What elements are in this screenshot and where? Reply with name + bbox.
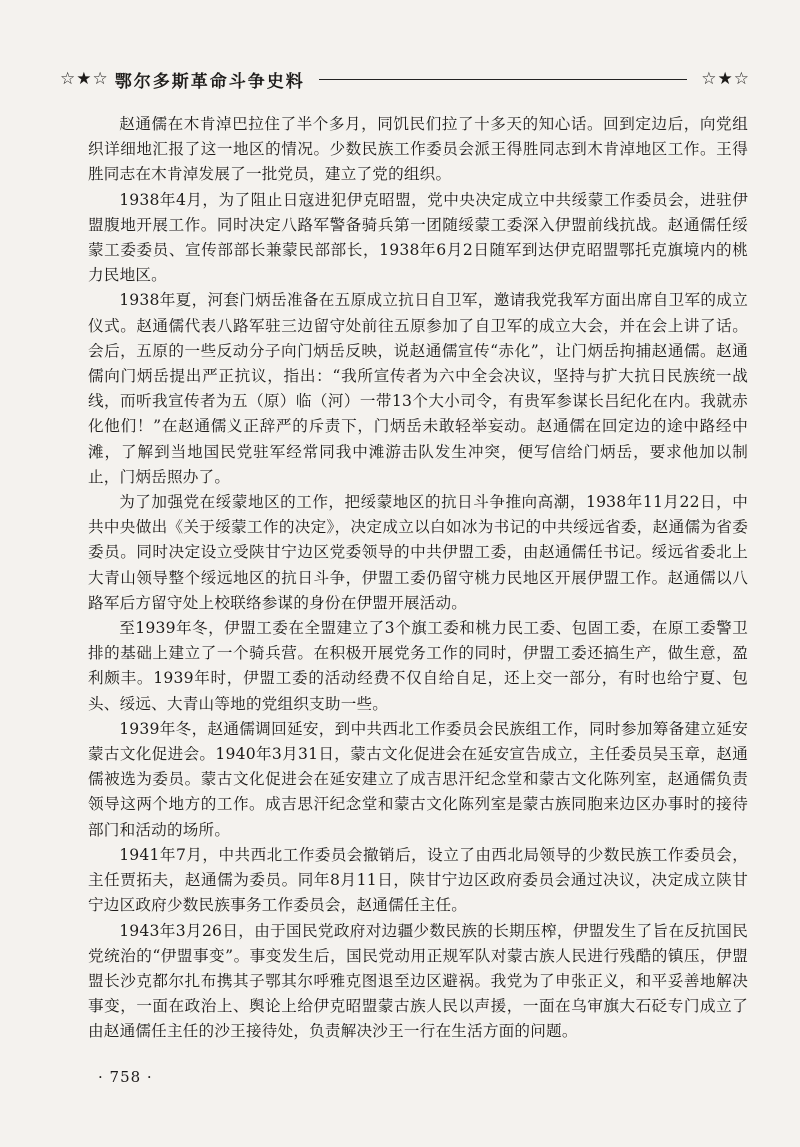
- body-text: [88, 112, 748, 1045]
- paragraph: 赵通儒在木肯淖巴拉住了半个多月，同饥民们拉了十多天的知心话。回到定边后，向党组织详细地汇报了这一地区的情况。少数民族工作委员会派王得胜同志到木肯淖地区工作。王得胜同志在木肯淖发展了一批党员，建立了党的组织。: [88, 115, 748, 184]
- paragraph: 至1939年冬，伊盟工委在全盟建立了3个旗工委和桃力民工委、包固工委，在原工委警卫排的基础上建立了一个骑兵营。在积极开展党务工作的同时，伊盟工委还搞生产，做生意，盈利颇丰。1939年时，伊盟工委的活动经费不仅自给自足，还上交一部分，有时也给宁夏、包头、绥远、大青山等地的党组织支助一些。: [88, 619, 748, 713]
- paragraph: 1938年4月，为了阻止日寇进犯伊克昭盟，党中央决定成立中共绥蒙工作委员会，进驻伊盟腹地开展工作。同时决定八路军警备骑兵第一团随绥蒙工委深入伊盟前线抗战。赵通儒任绥蒙工委委员、宣传部部长兼蒙民部部长，1938年6月2日随军到达伊克昭盟鄂托克旗境内的桃力民地区。: [88, 190, 748, 285]
- paragraph: 1938年夏，河套门炳岳准备在五原成立抗日自卫军，邀请我党我军方面出席自卫军的成立仪式。赵通儒代表八路军驻三边留守处前往五原参加了自卫军的成立大会，并在会上讲了话。会后，五原的一些反动分子向门炳岳反映，说赵通儒宣传“赤化”，让门炳岳拘捕赵通儒。赵通儒向门炳岳提出严正抗议，指出：“我所宣传者为六中全会决议，坚持与扩大抗日民族统一战线，而听我宣传者为五（原）临（河）一带13个大小司令，有贵军参谋长吕纪化在内。我就赤化他们！”在赵通儒义正辞严的斥责下，门炳岳未敢轻举妄动。赵通儒在回定边的途中路经中滩，了解到当地国民党驻军经常同我中滩游击队发生冲突，便写信给门炳岳，要求他加以制止，门炳岳照办了。: [88, 291, 748, 486]
- right-stars-ornament: ☆★☆: [701, 69, 750, 89]
- paragraph: 1939年冬，赵通儒调回延安，到中共西北工作委员会民族组工作，同时参加筹备建立延安蒙古文化促进会。1940年3月31日，蒙古文化促进会在延安宣告成立，主任委员吴玉章，赵通儒被选为委员。蒙古文化促进会在延安建立了成吉思汗纪念堂和蒙古文化陈列室，赵通儒负责领导这两个地方的工作。成吉思汗纪念堂和蒙古文化陈列室是蒙古族同胞来边区办事时的接待部门和活动的场所。: [88, 719, 748, 839]
- paragraph: 1941年7月，中共西北工作委员会撤销后，设立了由西北局领导的少数民族工作委员会，主任贾拓夫，赵通儒为委员。同年8月11日，陕甘宁边区政府委员会通过决议，决定成立陕甘宁边区政府少数民族事务工作委员会，赵通儒任主任。: [88, 845, 748, 915]
- header-rule: [319, 79, 688, 80]
- left-stars-ornament: ☆★☆: [60, 69, 109, 89]
- running-header: [60, 64, 750, 94]
- paragraph: 为了加强党在绥蒙地区的工作，把绥蒙地区的抗日斗争推向高潮，1938年11月22日，中共中央做出《关于绥蒙工作的决定》，决定成立以白如冰为书记的中共绥远省委，赵通儒为省委委员。同时决定设立受陕甘宁边区党委领导的中共伊盟工委，由赵通儒任书记。绥远省委北上大青山领导整个绥远地区的抗日斗争，伊盟工委仍留守桃力民地区开展伊盟工作。赵通儒以八路军后方留守处上校联络参谋的身份在伊盟开展活动。: [88, 493, 748, 612]
- book-title: 鄂尔多斯革命斗争史料: [114, 71, 305, 92]
- page-number: · 758 ·: [98, 1068, 153, 1086]
- paragraph: 1943年3月26日，由于国民党政府对边疆少数民族的长期压榨，伊盟发生了旨在反抗国民党统治的“伊盟事变”。事变发生后，国民党动用正规军队对蒙古族人民进行残酷的镇压，伊盟盟长沙克都尔扎布携其子鄂其尔呼雅克图退至边区避祸。我党为了申张正义，和平妥善地解决事变，一面在政治上、舆论上给伊克昭盟蒙古族人民以声援，一面在乌审旗大石砭专门成立了由赵通儒任主任的沙王接待处，负责解决沙王一行在生活方面的问题。: [88, 921, 748, 1041]
